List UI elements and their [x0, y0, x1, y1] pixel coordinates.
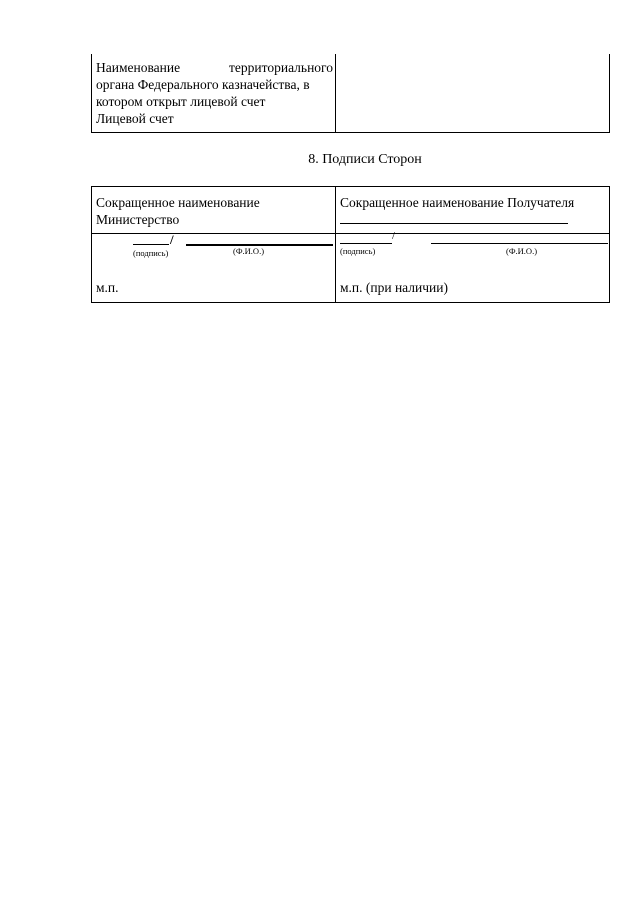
recipient-stamp-label: м.п. (при наличии) [340, 280, 448, 295]
treasury-label-word1: Наименование [96, 60, 181, 75]
section-title: 8. Подписи Сторон [308, 152, 422, 167]
recipient-signature-line[interactable] [340, 243, 392, 244]
recipient-header-line1: Сокращенное наименование Получателя [340, 195, 575, 210]
ministry-fio-caption: (Ф.И.О.) [233, 246, 265, 256]
ministry-header-text [96, 194, 260, 228]
recipient-sign-cell [336, 230, 609, 302]
treasury-label-word2: территориального [229, 60, 333, 75]
recipient-fio-caption: (Ф.И.О.) [506, 246, 538, 256]
ministry-sign-cell [92, 233, 336, 302]
treasury-label-cell [92, 54, 336, 132]
treasury-label-line2: органа Федерального казначейства, в [96, 77, 310, 92]
ministry-name: Министерство [96, 212, 180, 227]
account-label: Лицевой счет [96, 111, 174, 126]
ministry-header-line1: Сокращенное наименование [96, 195, 260, 210]
signatures-table [91, 186, 610, 303]
ministry-sign-caption: (подпись) [133, 248, 169, 258]
recipient-header-cell [336, 187, 609, 233]
recipient-fio-line[interactable] [431, 243, 608, 244]
ministry-signature-line[interactable] [133, 244, 169, 245]
recipient-sign-caption: (подпись) [340, 246, 376, 256]
treasury-label-line3: котором открыт лицевой счет [96, 94, 266, 109]
treasury-value-cell [336, 54, 609, 132]
recipient-name-blank[interactable] [340, 223, 568, 224]
signatures-header-row [92, 187, 609, 234]
treasury-label-line1 [96, 59, 333, 76]
ministry-stamp-label: м.п. [96, 280, 119, 295]
ministry-header-cell [92, 187, 336, 233]
treasury-account-table [91, 54, 610, 133]
ministry-slash: / [170, 232, 174, 247]
signatures-sign-row [92, 230, 609, 302]
recipient-slash: / [392, 230, 396, 242]
